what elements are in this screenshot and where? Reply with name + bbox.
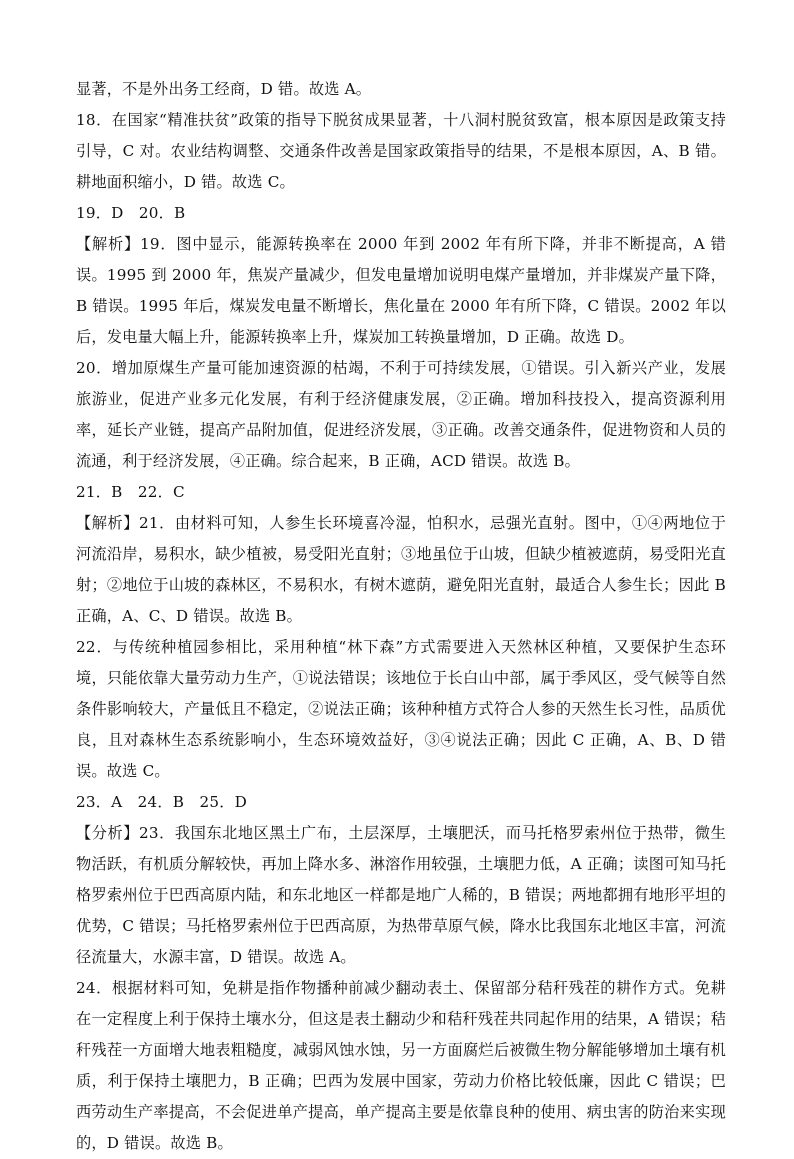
answer-line-19-20: 19．D 20．B: [76, 204, 186, 222]
answer-line-21-22: 21．B 22．C: [76, 483, 185, 501]
paragraph-continuation: 显著，不是外出务工经商，D 错。故选 A。: [76, 80, 372, 98]
paragraph-analysis-19: 【解析】19．图中显示，能源转换率在 2000 年到 2002 年有所下降，并非不断提高，A 错误。1995 到 2000 年，焦炭产量减少，但发电量增加说明电煤产量增加，并非煤炭产量下降，B 错误。1995 年后，煤炭发电量不断增长，焦化量在 2000 年有所下降，C 错误。2002 年以后，发电量大幅上升，能源转换率上升，煤炭加工转换量增加，D 正确。故选 D。: [76, 235, 726, 346]
answer-explanation-body: [76, 74, 726, 1159]
paragraph-q24: 24．根据材料可知，免耕是指作物播种前减少翻动表土、保留部分秸秆残茬的耕作方式。免耕在一定程度上利于保持土壤水分，但这是表土翻动少和秸秆残茬共同起作用的结果，A 错误；秸秆残茬一方面增大地表粗糙度，减弱风蚀水蚀，另一方面腐烂后被微生物分解能够增加土壤有机质，利于保持土壤肥力，B 正确；巴西为发展中国家，劳动力价格比较低廉，因此 C 错误；巴西劳动生产率提高，不会促进单产提高，单产提高主要是依靠良种的使用、病虫害的防治来实现的，D 错误。故选 B。: [76, 979, 726, 1152]
paragraph-analysis-23: 【分析】23．我国东北地区黑土广布，土层深厚，土壤肥沃，而马托格罗索州位于热带，微生物活跃，有机质分解较快，再加上降水多、淋溶作用较强，土壤肥力低，A 正确；读图可知马托格罗索州位于巴西高原内陆，和东北地区一样都是地广人稀的，B 错误；两地都拥有地形平坦的优势，C 错误；马托格罗索州位于巴西高原，为热带草原气候，降水比我国东北地区丰富，河流径流量大，水源丰富，D 错误。故选 A。: [76, 824, 726, 966]
answer-line-23-25: 23．A 24．B 25．D: [76, 793, 248, 811]
paragraph-q20: 20．增加原煤生产量可能加速资源的枯竭，不利于可持续发展，①错误。引入新兴产业，发展旅游业，促进产业多元化发展，有利于经济健康发展，②正确。增加科技投入，提高资源利用率，延长产业链，提高产品附加值，促进经济发展，③正确。改善交通条件，促进物资和人员的流通，利于经济发展，④正确。综合起来，B 正确，ACD 错误。故选 B。: [76, 359, 726, 470]
paragraph-analysis-21: 【解析】21．由材料可知，人参生长环境喜冷湿，怕积水，忌强光直射。图中，①④两地位于河流沿岸，易积水，缺少植被，易受阳光直射；③地虽位于山坡，但缺少植被遮荫，易受阳光直射；②地位于山坡的森林区，不易积水，有树木遮荫，避免阳光直射，最适合人参生长；因此 B 正确，A、C、D 错误。故选 B。: [76, 514, 726, 625]
paragraph-q22: 22．与传统种植园参相比，采用种植“林下森”方式需要进入天然林区种植，又要保护生态环境，只能依靠大量劳动力生产，①说法错误；该地位于长白山中部，属于季风区，受气候等自然条件影响较大，产量低且不稳定，②说法正确；该种种植方式符合人参的天然生长习性，品质优良，且对森林生态系统影响小，生态环境效益好，③④说法正确；因此 C 正确，A、B、D 错误。故选 C。: [76, 638, 726, 780]
paragraph-q18: 18．在国家“精准扶贫”政策的指导下脱贫成果显著，十八洞村脱贫致富，根本原因是政策支持引导，C 对。农业结构调整、交通条件改善是国家政策指导的结果，不是根本原因，A、B 错。耕地面积缩小，D 错。故选 C。: [76, 111, 726, 191]
